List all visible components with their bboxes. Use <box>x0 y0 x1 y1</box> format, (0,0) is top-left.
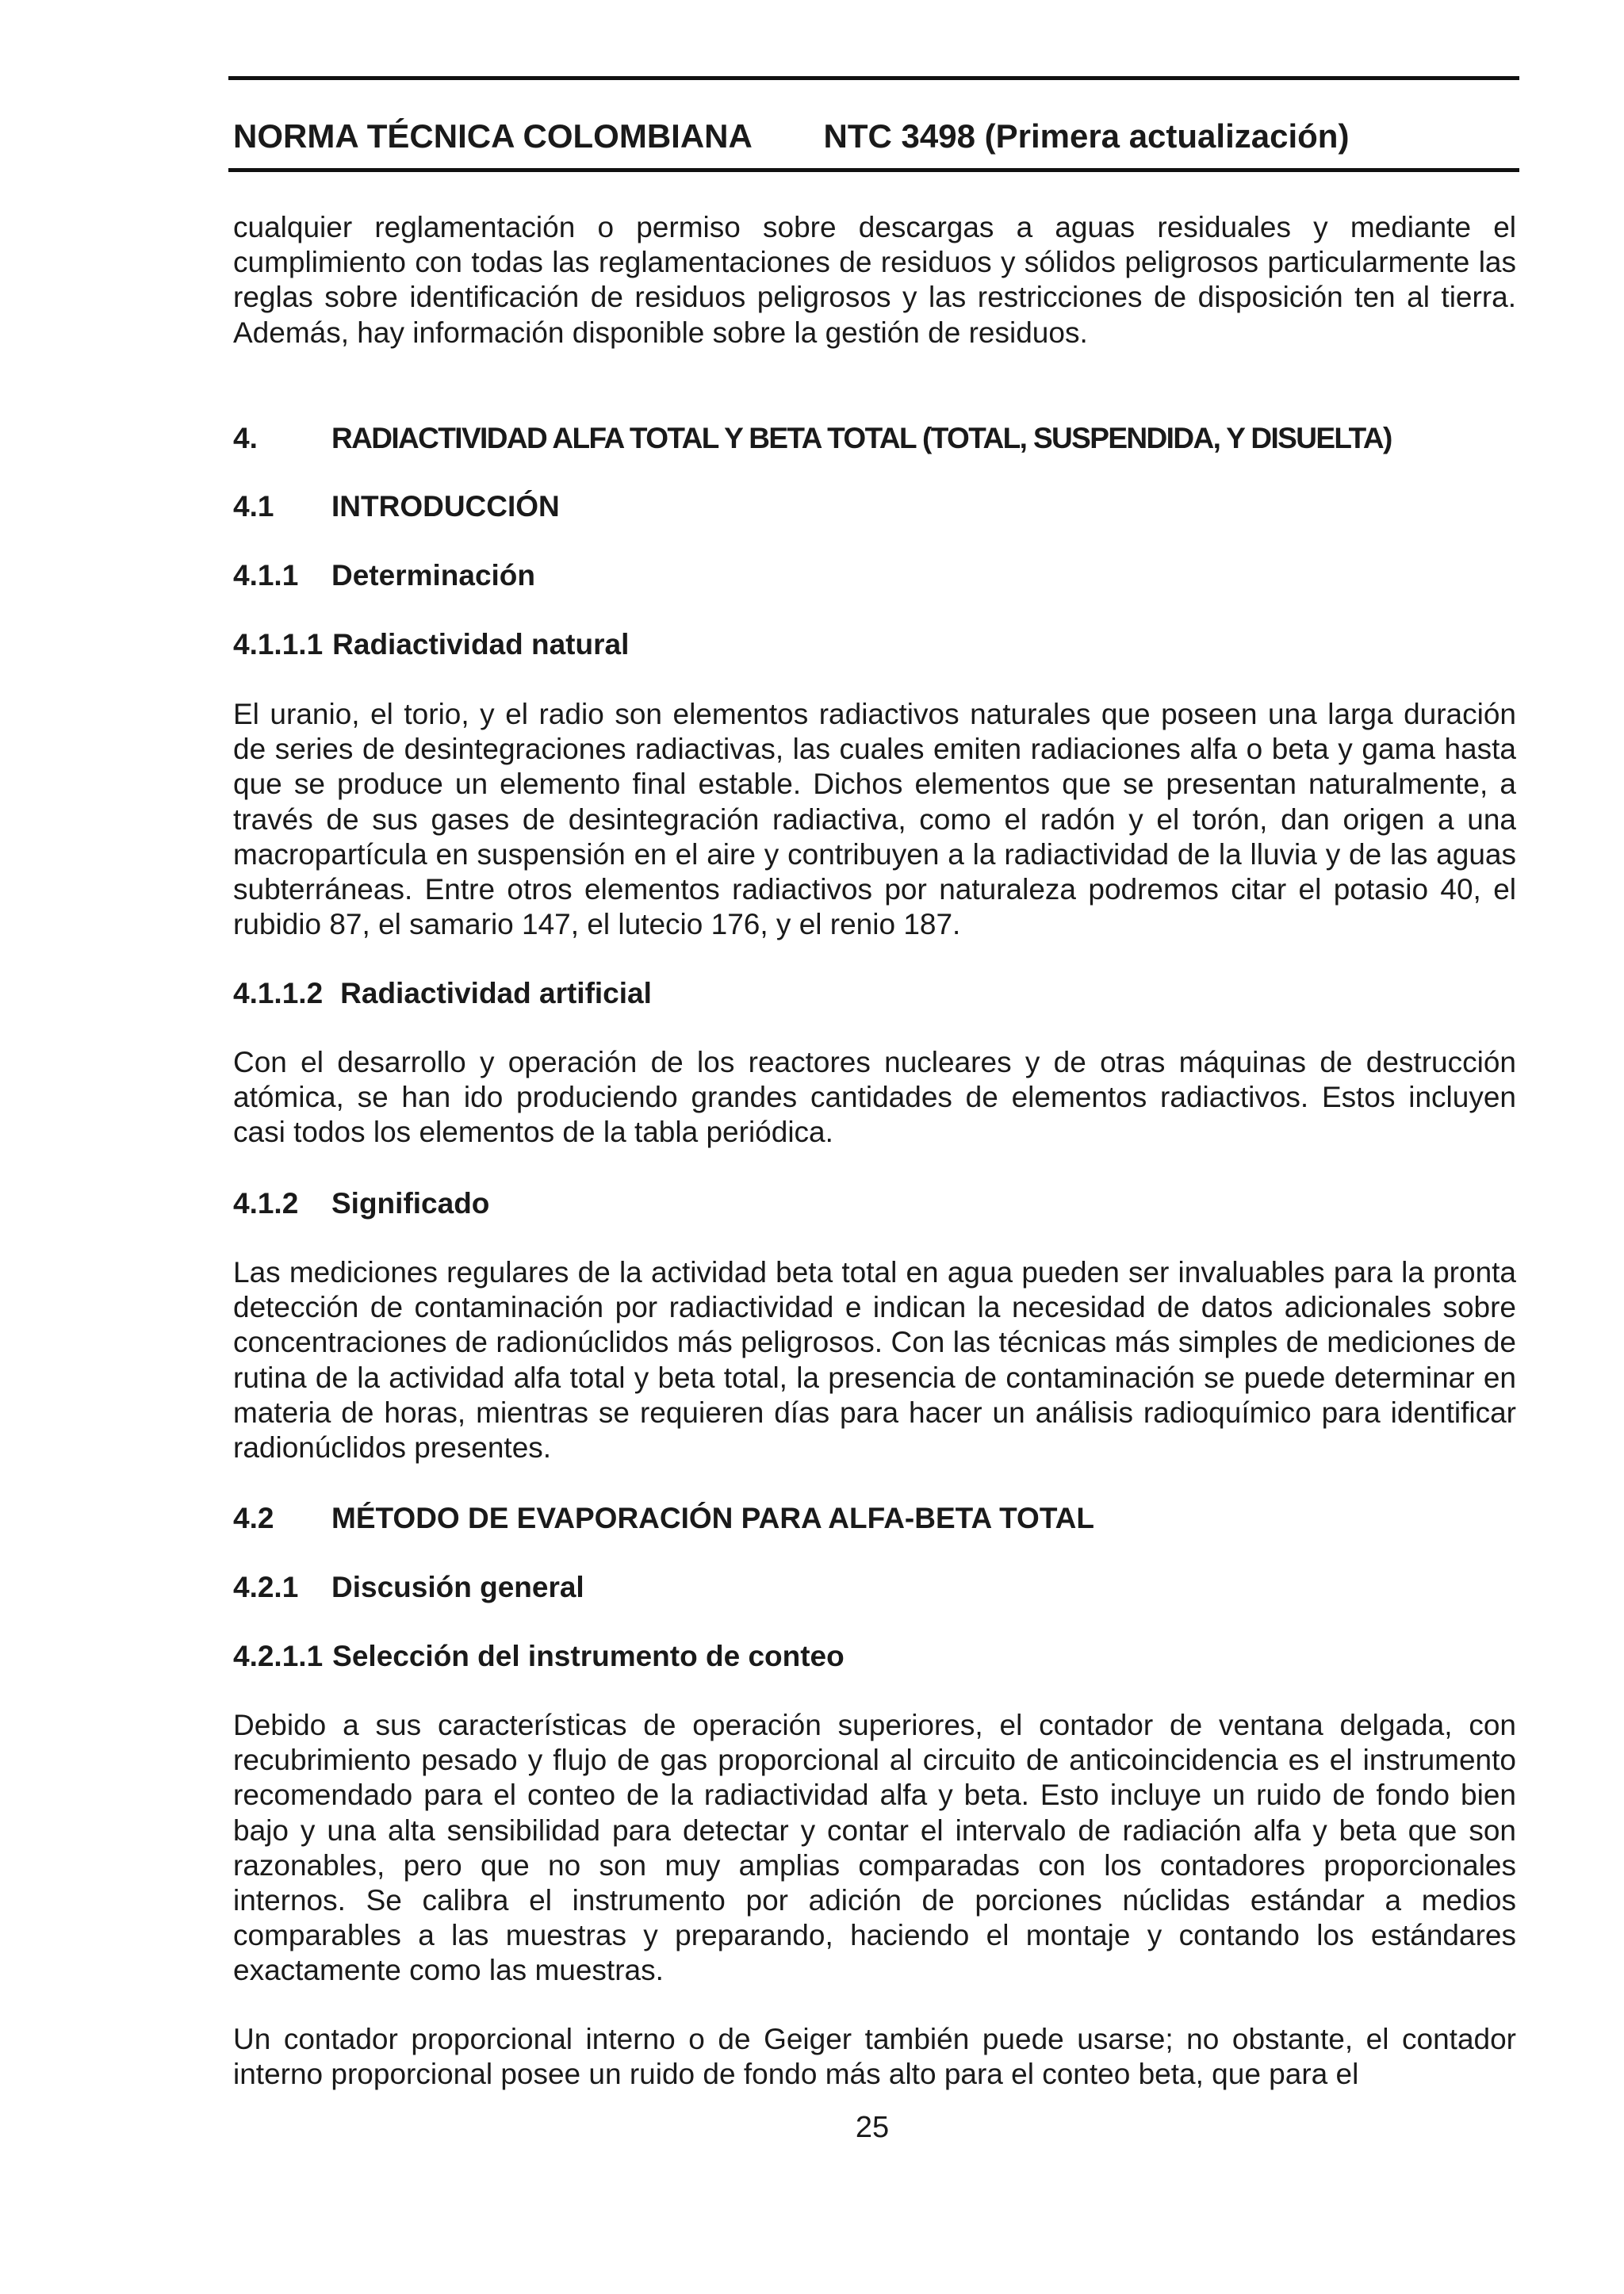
section-heading-4-1-2 <box>233 1187 489 1220</box>
paragraph-significado: Las mediciones regulares de la actividad beta total en agua pueden ser invaluables para la pronta detección de contaminación por radiactividad e indican la necesidad de datos adicionales sobre concentraciones de radionúclidos más peligrosos. Con las técnicas más simples de mediciones de rutina de la actividad alfa total y beta total, la presencia de contaminación se puede determinar en materia de horas, mientras se requieren días para hacer un análisis radioquímico para identificar radionúclidos presentes. <box>233 1256 1516 1465</box>
section-title: RADIACTIVIDAD ALFA TOTAL Y BETA TOTAL (TOTAL, SUSPENDIDA, Y DISUELTA) <box>331 422 1392 454</box>
paragraph-contador-proporcional: Un contador proporcional interno o de Geiger también puede usarse; no obstante, el contador interno proporcional posee un ruido de fondo más alto para el conteo beta, que para el <box>233 2023 1516 2091</box>
header-standard-name: NORMA TÉCNICA COLOMBIANA <box>233 117 753 155</box>
section-number: 4. <box>233 422 258 454</box>
section-number: 4.2.1 <box>233 1571 299 1603</box>
section-title: Discusión general <box>331 1571 584 1603</box>
section-heading-4-1-1-1 <box>233 628 629 661</box>
section-number: 4.1.2 <box>233 1187 299 1220</box>
section-title: Determinación <box>331 559 536 592</box>
header-top-rule <box>228 76 1519 80</box>
section-heading-4-1-1 <box>233 559 535 592</box>
section-title: Radiactividad artificial <box>340 977 652 1009</box>
section-number: 4.2 <box>233 1502 274 1534</box>
section-heading-4 <box>233 422 1392 455</box>
paragraph-continuation: cualquier reglamentación o permiso sobre descargas a aguas residuales y mediante el cumplimiento con todas las reglamentaciones de residuos y sólidos peligrosos particularmente las reglas sobre identificación de residuos peligrosos y las restricciones de disposición ten al tierra. Además, hay información disponible sobre la gestión de residuos. <box>233 211 1516 349</box>
paragraph-seleccion-instrumento: Debido a sus características de operación superiores, el contador de ventana delgada, con recubrimiento pesado y flujo de gas proporcional al circuito de anticoincidencia es el instrumento recomendado para el conteo de la radiactividad alfa y beta. Esto incluye un ruido de fondo bien bajo y una alta sensibilidad para detectar y contar el intervalo de radiación alfa y beta que son razonables, pero que no son muy amplias comparadas con los contadores proporcionales internos. Se calibra el instrumento por adición de porciones núclidas estándar a medios comparables a las muestras y preparando, haciendo el montaje y contando los estándares exactamente como las muestras. <box>233 1709 1516 1987</box>
page-number: 25 <box>855 2111 890 2144</box>
section-heading-4-2-1 <box>233 1571 584 1604</box>
header-standard-code: NTC 3498 (Primera actualización) <box>823 117 1350 155</box>
section-title: MÉTODO DE EVAPORACIÓN PARA ALFA-BETA TOTAL <box>331 1502 1094 1534</box>
section-heading-4-1 <box>233 490 560 523</box>
section-heading-4-2 <box>233 1502 1094 1535</box>
section-title: Radiactividad natural <box>332 628 630 661</box>
section-title: INTRODUCCIÓN <box>331 490 560 523</box>
section-number: 4.1.1.1 <box>233 628 324 661</box>
section-heading-4-1-1-2 <box>233 977 652 1010</box>
paragraph-radiactividad-natural: El uranio, el torio, y el radio son elementos radiactivos naturales que poseen una larga duración de series de desintegraciones radiactivas, las cuales emiten radiaciones alfa o beta y gama hasta que se produce un elemento final estable. Dichos elementos que se presentan naturalmente, a través de sus gases de desintegración radiactiva, como el radón y el torón, dan origen a una macropartícula en suspensión en el aire y contribuyen a la radiactividad de la lluvia y de las aguas subterráneas. Entre otros elementos radiactivos por naturaleza podremos citar el potasio 40, el rubidio 87, el samario 147, el lutecio 176, y el renio 187. <box>233 698 1516 941</box>
section-number: 4.1.1.2 <box>233 977 324 1009</box>
section-title: Selección del instrumento de conteo <box>332 1640 845 1672</box>
section-heading-4-2-1-1 <box>233 1640 845 1673</box>
section-number: 4.2.1.1 <box>233 1640 324 1672</box>
section-number: 4.1 <box>233 490 274 523</box>
header-bottom-rule <box>228 168 1519 172</box>
paragraph-radiactividad-artificial: Con el desarrollo y operación de los reactores nucleares y de otras máquinas de destrucción atómica, se han ido produciendo grandes cantidades de elementos radiactivos. Estos incluyen casi todos los elementos de la tabla periódica. <box>233 1046 1516 1149</box>
section-title: Significado <box>331 1187 490 1220</box>
section-number: 4.1.1 <box>233 559 299 592</box>
page-header <box>233 117 1349 155</box>
